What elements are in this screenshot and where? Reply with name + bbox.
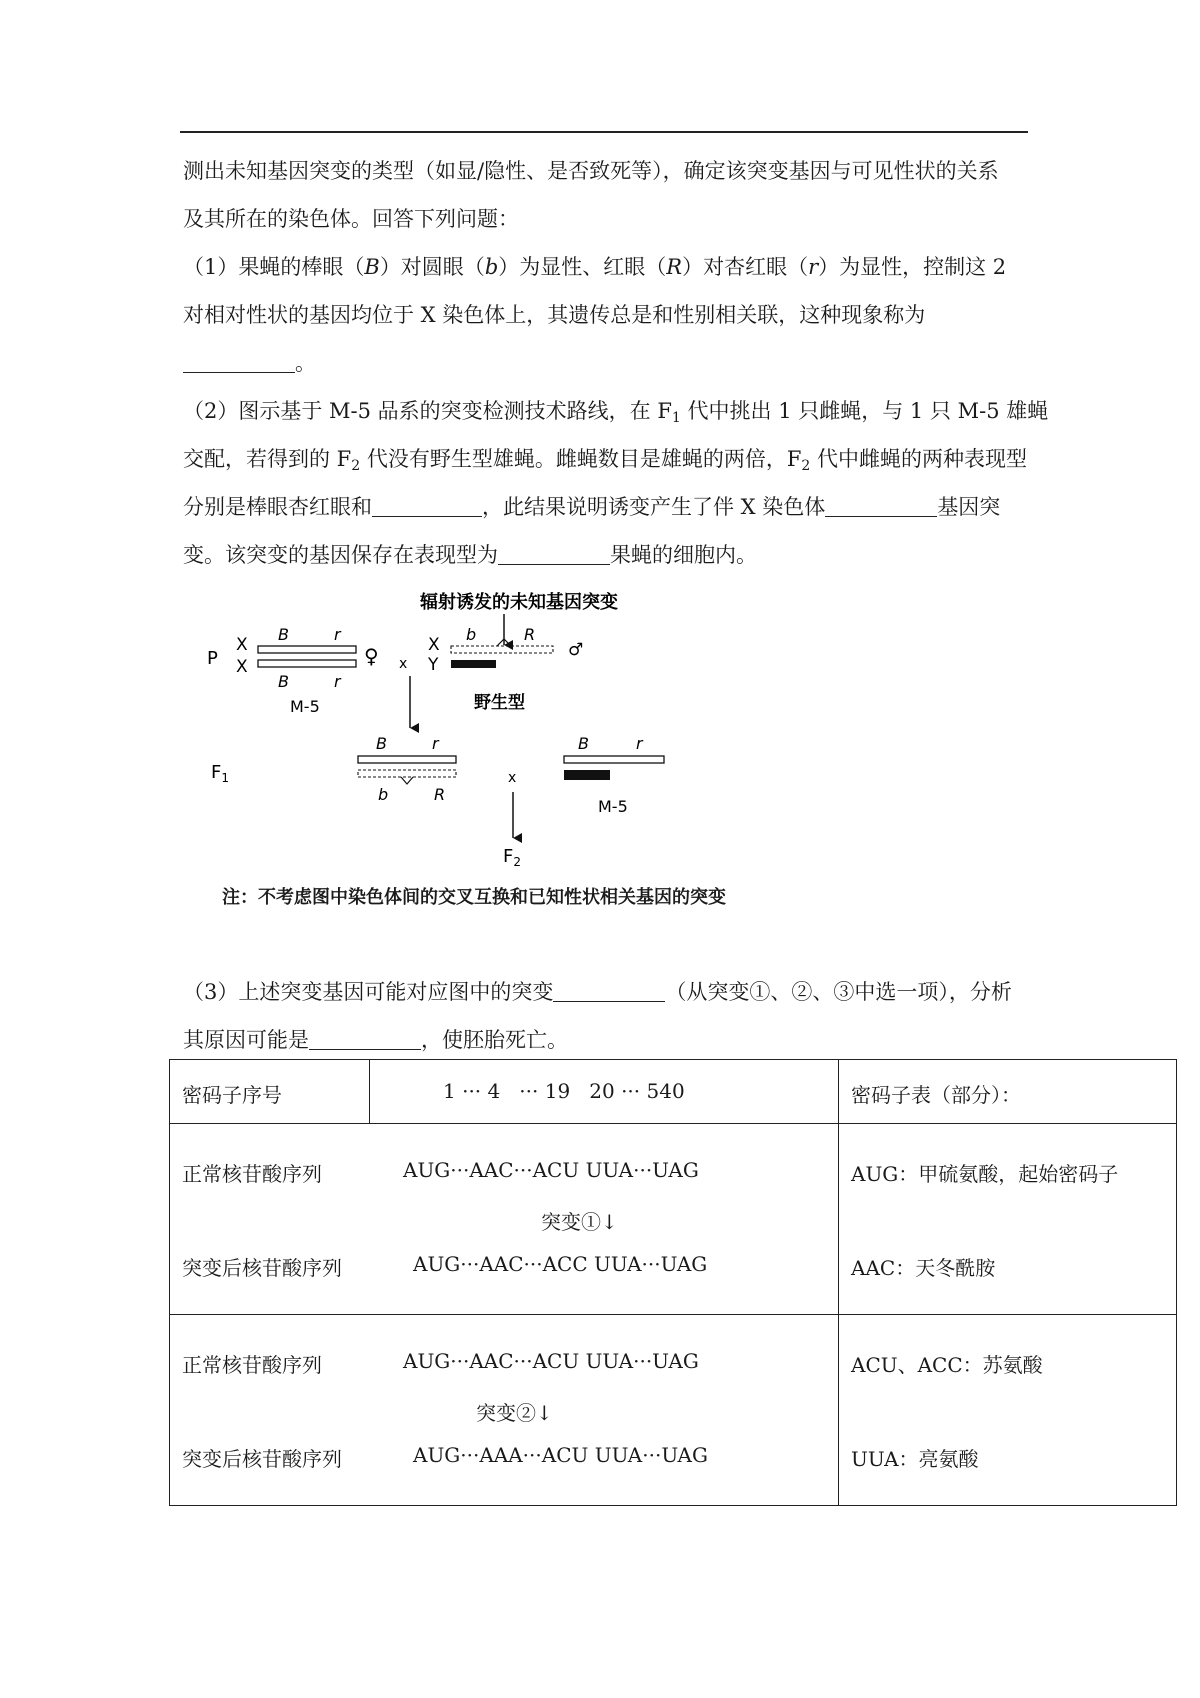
q1-line-3: 。 bbox=[183, 350, 316, 376]
mutated-sequence: AUG···AAC···ACC UUA···UAG bbox=[413, 1252, 708, 1276]
generation-label-f1: $F_1$ bbox=[211, 762, 229, 785]
x-chromosome bbox=[258, 660, 356, 667]
x-chromosome-dashed bbox=[358, 770, 456, 777]
chromosome-label-x: X bbox=[428, 635, 440, 655]
header-rule bbox=[180, 131, 1028, 133]
codon-positions: 1 ··· 4 ··· 19 20 ··· 540 bbox=[443, 1079, 685, 1103]
gene-label: R bbox=[434, 785, 446, 804]
codon-entry: UUA：亮氨酸 bbox=[851, 1447, 979, 1471]
diagram-note: 注：不考虑图中染色体间的交叉互换和已知性状相关基因的突变 bbox=[222, 887, 726, 908]
codon-entry: AAC：天冬酰胺 bbox=[851, 1256, 996, 1280]
x-chromosome bbox=[564, 756, 664, 763]
normal-sequence: AUG···AAC···ACU UUA···UAG bbox=[403, 1349, 699, 1373]
y-chromosome bbox=[451, 660, 496, 668]
codon-cell bbox=[839, 1315, 1177, 1506]
gene-label: B bbox=[278, 625, 289, 644]
answer-blank[interactable] bbox=[372, 496, 482, 517]
intro-line-1: 测出未知基因突变的类型（如显/隐性、是否致死等），确定该突变基因与可见性状的关系 bbox=[183, 159, 999, 183]
strain-label-wild: 野生型 bbox=[474, 693, 525, 713]
gene-label: B bbox=[376, 734, 387, 753]
q1-line-1: （1）果蝇的棒眼（B）对圆眼（b）为显性、红眼（R）对杏红眼（r）为显性，控制这 2 bbox=[183, 255, 1007, 279]
answer-blank[interactable] bbox=[825, 496, 937, 517]
codon-number-label: 密码子序号 bbox=[182, 1083, 282, 1107]
x-chromosome bbox=[358, 756, 456, 763]
chromosome-label-x: X bbox=[236, 635, 248, 655]
answer-blank[interactable] bbox=[553, 981, 665, 1002]
gene-label: R bbox=[524, 625, 536, 644]
header-cell bbox=[370, 1060, 839, 1124]
mutation-2-label: 突变②↓ bbox=[476, 1401, 553, 1425]
intro-line-2: 及其所在的染色体。回答下列问题： bbox=[183, 207, 519, 231]
female-symbol: ♀ bbox=[364, 644, 379, 668]
mutation-marker bbox=[401, 777, 413, 784]
gene-label: b bbox=[466, 625, 477, 644]
row-label-normal: 正常核苷酸序列 bbox=[182, 1162, 322, 1186]
answer-blank[interactable] bbox=[309, 1029, 421, 1050]
table-row bbox=[170, 1124, 1177, 1315]
q2-line-3: 分别是棒眼杏红眼和 ，此结果说明诱变产生了伴 X 染色体 基因突 bbox=[183, 495, 1001, 519]
codon-table bbox=[169, 1059, 1177, 1506]
x-chromosome bbox=[258, 646, 356, 653]
row-label-mutated: 突变后核苷酸序列 bbox=[182, 1447, 342, 1471]
chromosome-label-x: X bbox=[236, 657, 248, 677]
gene-label: B bbox=[578, 734, 589, 753]
q2-line-2: 交配，若得到的 $F_2$ 代没有野生型雄蝇。雌蝇数目是雄蝇的两倍，$F_2$ 代中雌蝇的两种表现型 bbox=[183, 447, 1028, 474]
mutation-1-label: 突变①↓ bbox=[541, 1210, 618, 1234]
q1-line-2: 对相对性状的基因均位于 X 染色体上，其遗传总是和性别相关联，这种现象称为 bbox=[183, 303, 926, 327]
answer-blank[interactable] bbox=[498, 544, 610, 565]
gene-label: b bbox=[378, 785, 389, 804]
sequence-cell bbox=[170, 1315, 839, 1506]
sequence-cell bbox=[170, 1124, 839, 1315]
generation-label-f2: $F_2$ bbox=[503, 846, 521, 869]
gene-label: r bbox=[334, 672, 341, 691]
table-header-row bbox=[170, 1060, 1177, 1124]
q2-line-1: （2）图示基于 M-5 品系的突变检测技术路线，在 $F_1$ 代中挑出 1 只雌蝇，与 1 只 M-5 雄蝇 bbox=[183, 399, 1049, 426]
table-row bbox=[170, 1315, 1177, 1506]
row-label-normal: 正常核苷酸序列 bbox=[182, 1353, 322, 1377]
gene-label: r bbox=[432, 734, 439, 753]
q3-line-1: （3）上述突变基因可能对应图中的突变 （从突变①、②、③中选一项），分析 bbox=[183, 980, 1012, 1004]
codon-entry: ACU、ACC：苏氨酸 bbox=[851, 1353, 1043, 1377]
codon-table-label: 密码子表（部分）： bbox=[851, 1083, 1021, 1107]
diagram-title: 辐射诱发的未知基因突变 bbox=[420, 592, 618, 613]
mutation-marker bbox=[497, 639, 511, 646]
chromosome-label-y: Y bbox=[428, 655, 439, 675]
male-symbol: ♂ bbox=[568, 640, 584, 660]
row-label-mutated: 突变后核苷酸序列 bbox=[182, 1256, 342, 1280]
codon-entry: AUG：甲硫氨酸，起始密码子 bbox=[851, 1162, 1119, 1186]
strain-label-m5: M-5 bbox=[598, 797, 628, 816]
gene-label: B bbox=[278, 672, 289, 691]
header-cell bbox=[839, 1060, 1177, 1124]
gene-label: r bbox=[334, 625, 341, 644]
q2-line-4: 变。该突变的基因保存在表现型为 果蝇的细胞内。 bbox=[183, 543, 757, 567]
cross-symbol: x bbox=[399, 656, 408, 672]
mutated-sequence: AUG···AAA···ACU UUA···UAG bbox=[413, 1443, 708, 1467]
x-chromosome-dashed bbox=[451, 646, 553, 653]
normal-sequence: AUG···AAC···ACU UUA···UAG bbox=[403, 1158, 699, 1182]
header-cell bbox=[170, 1060, 370, 1124]
gene-label: r bbox=[636, 734, 643, 753]
strain-label-m5: M-5 bbox=[290, 697, 320, 716]
generation-label-p: P bbox=[207, 648, 218, 669]
codon-cell bbox=[839, 1124, 1177, 1315]
q3-line-2: 其原因可能是 ，使胚胎死亡。 bbox=[183, 1028, 568, 1052]
answer-blank[interactable] bbox=[183, 352, 295, 373]
cross-symbol: x bbox=[508, 770, 517, 786]
y-chromosome bbox=[564, 770, 610, 780]
